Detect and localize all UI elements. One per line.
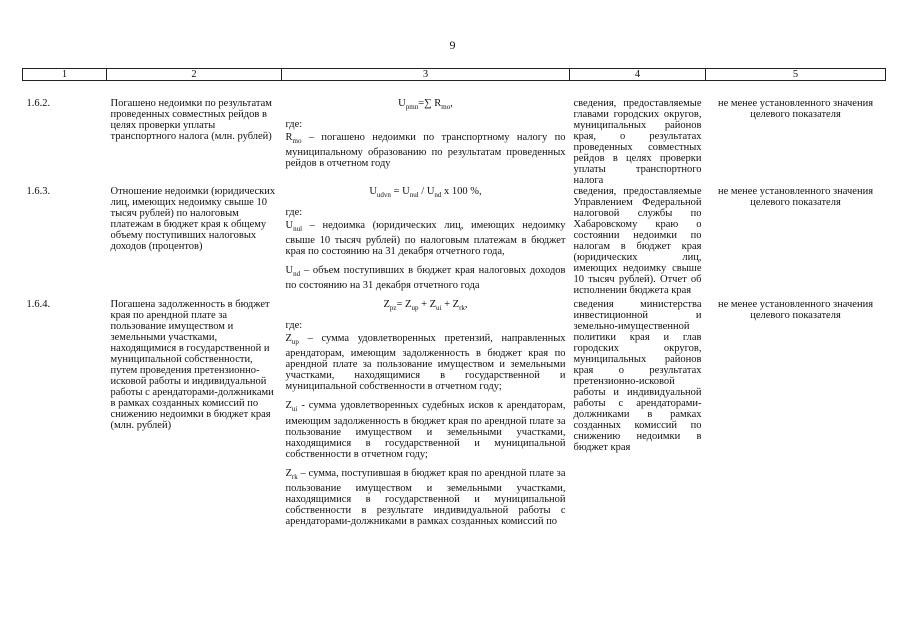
calculation-method [282,299,570,534]
row-number: 1.6.4. [26,299,51,311]
target-value: не менее установленного значения целевого показателя [717,299,874,322]
target-value: не менее установленного значения целевого показателя [717,98,874,120]
column-header-4: 4 [570,69,706,81]
formula: $U_{udvn} = U_{nul} / U_{nd}$ х 100 %, [369,186,482,200]
calculation-method [282,81,570,187]
target-value: не менее установленного значения целевого показателя [717,186,874,208]
where-label: где: [285,320,303,332]
formula-definition: $U_{nul}$ – недоимка (юридических лиц, имеющих недоимку свыше 10 тысяч рублей) по налоговым платежам в бюджет края по состоянию на 31 декабря отчетного года, [285,220,566,258]
data-source: сведения, предоставляемые Управлением Федеральной налоговой службы по Хабаровскому краю о состоянии недоимки по налогам в бюджет края (юридических лиц, имеющих недоимку свыше 10 тысяч рублей). Отчет об исполнении бюджета края [573,186,702,296]
column-header-3: 3 [282,69,570,81]
row-number: 1.6.3. [26,186,51,197]
calculation-method [282,186,570,299]
where-label: где: [285,119,303,131]
column-number-row [23,69,886,81]
table-row [23,81,886,187]
formula: $U_{pmn}=\sum$ $R_{mo}$, [398,98,453,112]
indicators-table [22,68,886,535]
formula-definition: $Z_{ui}$ - сумма удовлетворенных судебных исков к арендаторам, имеющим задолженность в бюджет края по арендной плате за пользование имуществом и земельными участками, находящимися в государственной и муниципальной собственности в отчетном году; [285,400,566,460]
formula: $Z_{pz}= Z_{up} + Z_{ui} + Z_{rk}$, [383,299,468,313]
indicator-name: Погашено недоимки по результатам проведенных совместных рейдов в целях проверки уплаты транспортного налога (млн. рублей) [110,98,272,142]
indicator-name: Погашена задолженность в бюджет края по арендной плате за пользование имуществом и земельными участками, находящимися в государственной и муниципальной собственности, путем проведения претензионно-исковой работы и индивидуальной работы с арендаторами-должниками в рамках созданных комиссий по снижению недоимки в бюджет края (млн. рублей) [110,299,274,432]
where-label: где: [285,207,303,219]
row-number: 1.6.2. [26,98,51,109]
column-header-1: 1 [23,69,107,81]
indicator-name: Отношение недоимки (юридических лиц, имеющих недоимку свыше 10 тысяч рублей) по налоговым платежам в бюджет края к общему объему поступивших налоговых доходов (процентов) [110,186,276,252]
table-row [23,299,886,534]
formula-definition: $Z_{rk}$ – сумма, поступившая в бюджет края по арендной плате за пользование имуществом и земельными участками, находящимися в государственной и муниципальной собственности в результате индивидуальной работы с арендаторами-должниками в рамках созданных комиссий по [285,467,566,527]
page-number: 9 [449,38,456,52]
data-source: сведения, предоставляемые главами городских округов, муниципальных районов края, о результатах проведенных совместных рейдов в целях проверки уплаты транспортного налога [573,98,702,186]
column-header-2: 2 [107,69,282,81]
table-row [23,186,886,299]
formula-definition: $Z_{up}$ – сумма удовлетворенных претензий, направленных арендаторам, имеющим задолженность в бюджет края по арендной плате за пользование имуществом и земельными участками, находящимися в государственной и муниципальной собственности в отчетном году; [285,333,566,393]
column-header-5: 5 [706,69,886,81]
formula-definition: $R_{mo}$ – погашено недоимки по транспортному налогу по муниципальному образованию по результатам проведенных рейдов в отчетном году [285,132,566,170]
data-source: сведения министерства инвестиционной и земельно-имущественной политики края и глав городских округов, муниципальных районов края о результатах претензионно-исковой работы и индивидуальной работы с арендаторами-должниками в рамках созданных комиссий по снижению недоимки в бюджет края [573,299,702,454]
formula-definition: $U_{nd}$ – объем поступивших в бюджет края налоговых доходов по состоянию на 31 декабря отчетного года [285,265,566,292]
